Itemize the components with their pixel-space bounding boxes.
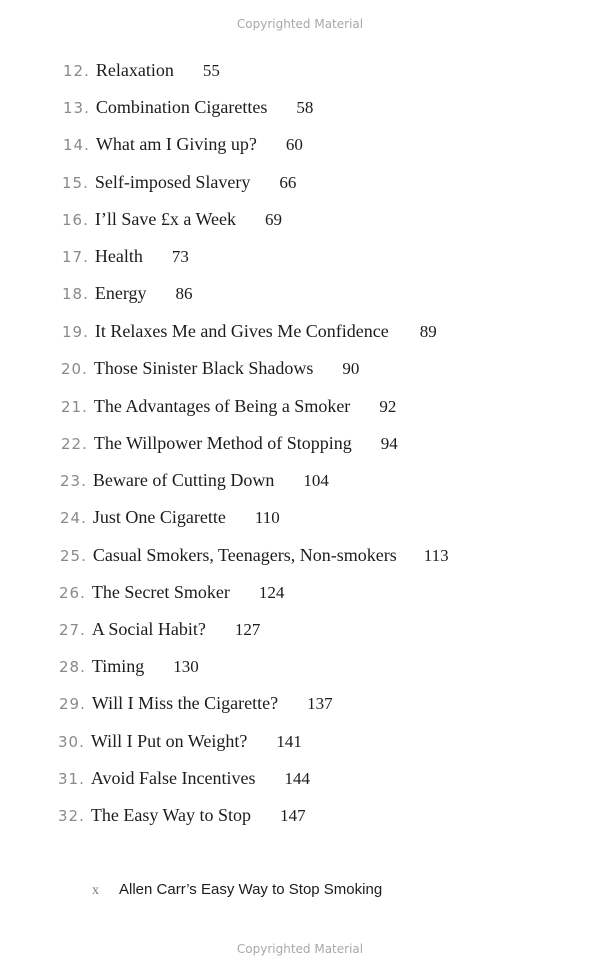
toc-entry (62, 283, 193, 304)
chapter-title: Avoid False Incentives (90, 768, 256, 788)
toc-entry (62, 246, 189, 267)
toc-entry (63, 97, 313, 118)
chapter-title: Combination Cigarettes (95, 97, 268, 117)
chapter-number: 20. (61, 360, 88, 378)
toc-entry (60, 545, 449, 566)
toc-entry (59, 619, 260, 640)
page-number: 60 (285, 135, 303, 154)
page-number: 110 (254, 508, 280, 527)
page-number: 94 (380, 434, 398, 453)
chapter-title: Casual Smokers, Teenagers, Non-smokers (92, 545, 397, 565)
chapter-title: The Advantages of Being a Smoker (93, 396, 351, 416)
chapter-number: 14. (63, 136, 90, 154)
chapter-title: A Social Habit? (91, 619, 206, 639)
toc-entry (58, 731, 302, 752)
chapter-number: 24. (60, 509, 87, 527)
page-number: 141 (276, 732, 302, 751)
toc-entry (61, 396, 396, 417)
page-number: 130 (173, 657, 199, 676)
chapter-number: 26. (59, 584, 86, 602)
page-number: 147 (280, 806, 306, 825)
page-number: 89 (419, 322, 437, 341)
page-number: 90 (342, 359, 360, 378)
chapter-number: 19. (62, 323, 89, 341)
chapter-number: 22. (61, 435, 88, 453)
page-number: 104 (303, 471, 329, 490)
folio-page-number: x (92, 883, 99, 898)
toc-entry (62, 209, 282, 230)
book-title: Allen Carr’s Easy Way to Stop Smoking (119, 881, 383, 898)
chapter-number: 29. (59, 695, 86, 713)
toc-entry (60, 507, 280, 528)
toc-entry (62, 321, 437, 342)
page-number: 144 (284, 769, 310, 788)
toc-entry (58, 768, 310, 789)
page-number: 55 (202, 61, 220, 80)
chapter-title: Timing (91, 656, 145, 676)
chapter-number: 31. (58, 770, 85, 788)
chapter-title: Health (94, 246, 143, 266)
watermark-bottom: Copyrighted Material (236, 942, 364, 956)
chapter-title: Will I Put on Weight? (90, 731, 248, 751)
toc-entry (63, 60, 220, 81)
toc-entry (58, 805, 306, 826)
chapter-title: The Easy Way to Stop (90, 805, 252, 825)
chapter-number: 30. (58, 733, 85, 751)
chapter-title: Energy (94, 283, 147, 303)
toc-entry (61, 433, 398, 454)
chapter-title: Will I Miss the Cigarette? (91, 693, 279, 713)
toc-entry (61, 358, 359, 379)
chapter-number: 23. (60, 472, 87, 490)
chapter-title: Relaxation (95, 60, 174, 80)
toc-entry (59, 656, 199, 677)
page-number: 113 (423, 546, 449, 565)
chapter-title: Self-imposed Slavery (94, 172, 251, 192)
chapter-title: I’ll Save £x a Week (94, 209, 237, 229)
toc-entry (60, 470, 329, 491)
page-number: 73 (171, 247, 189, 266)
chapter-number: 17. (62, 248, 89, 266)
chapter-number: 13. (63, 99, 90, 117)
chapter-number: 28. (59, 658, 86, 676)
chapter-number: 25. (60, 547, 87, 565)
page-number: 58 (296, 98, 314, 117)
chapter-number: 32. (58, 807, 85, 825)
chapter-title: Beware of Cutting Down (92, 470, 275, 490)
chapter-title: The Secret Smoker (91, 582, 230, 602)
page-number: 69 (265, 210, 283, 229)
page-number: 137 (307, 694, 333, 713)
chapter-number: 12. (63, 62, 90, 80)
chapter-number: 15. (62, 174, 89, 192)
chapter-title: The Willpower Method of Stopping (93, 433, 352, 453)
running-footer (92, 881, 382, 899)
page-number: 66 (279, 173, 297, 192)
chapter-title: It Relaxes Me and Gives Me Confidence (94, 321, 389, 341)
chapter-title: What am I Giving up? (95, 134, 257, 154)
chapter-title: Just One Cigarette (92, 507, 226, 527)
toc-entry (59, 582, 284, 603)
page-number: 124 (258, 583, 285, 602)
chapter-title: Those Sinister Black Shadows (93, 358, 314, 378)
chapter-number: 16. (62, 211, 89, 229)
chapter-number: 27. (59, 621, 86, 639)
page-number: 86 (175, 284, 193, 303)
chapter-number: 18. (62, 285, 89, 303)
toc-entry (62, 172, 296, 193)
page-number: 127 (234, 620, 261, 639)
toc-entry (59, 693, 333, 714)
watermark-top: Copyrighted Material (236, 17, 364, 31)
toc-entry (63, 134, 303, 155)
page-number: 92 (379, 397, 397, 416)
chapter-number: 21. (61, 398, 88, 416)
